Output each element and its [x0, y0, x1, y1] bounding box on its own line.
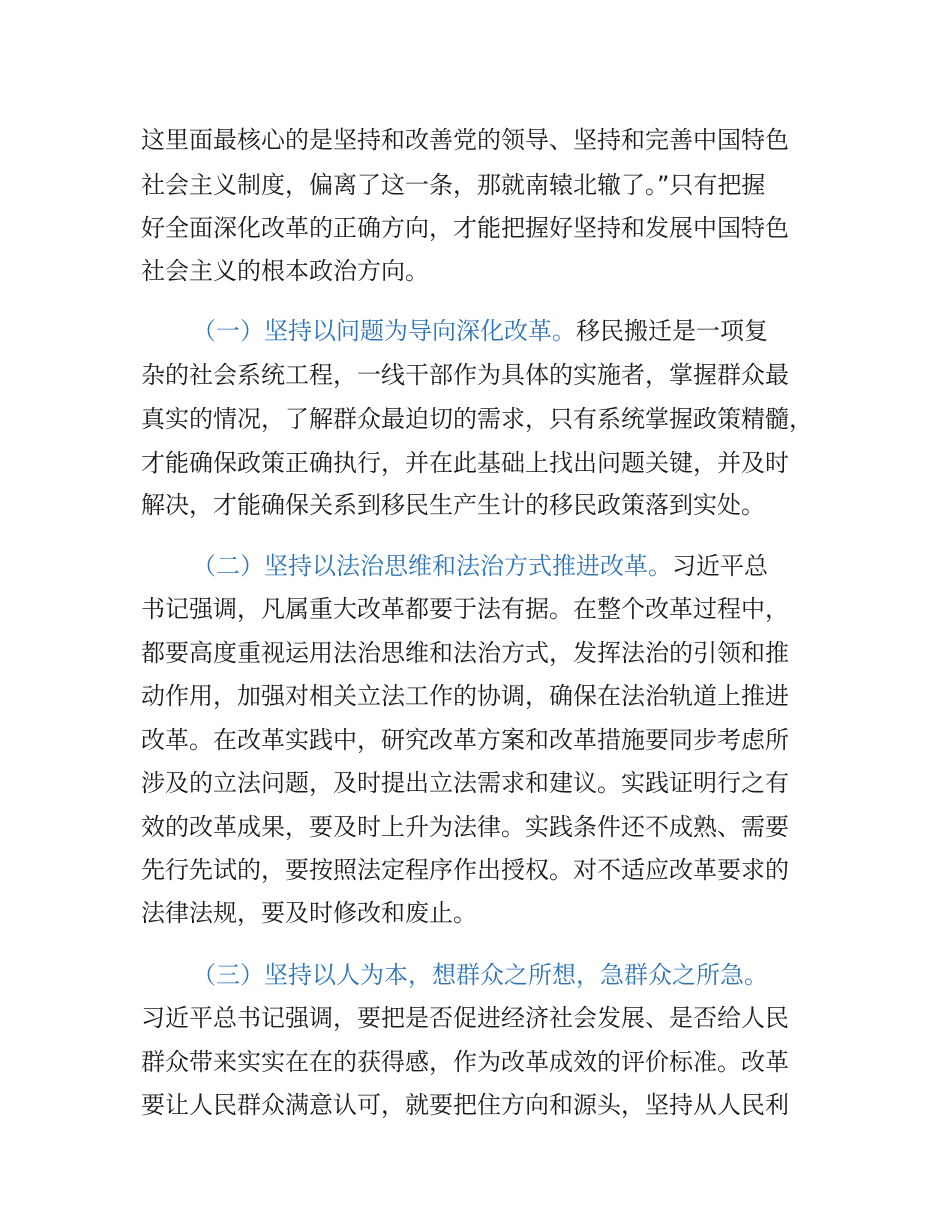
section-1-heading: （一）坚持以问题为导向深化改革。 — [192, 317, 576, 345]
section-1-first-line — [192, 316, 768, 346]
text-line: 真实的情况，了解群众最迫切的需求，只有系统掌握政策精髓， — [141, 405, 813, 433]
text-line: 才能确保政策正确执行，并在此基础上找出问题关键，并及时 — [141, 449, 789, 477]
text-line: 群众带来实实在在的获得感，作为改革成效的评价标准。改革 — [141, 1048, 789, 1076]
section-1-first-line-text: 移民搬迁是一项复 — [576, 317, 768, 345]
section-2-heading: （二）坚持以法治思维和法治方式推进改革。 — [192, 552, 672, 580]
text-line: 社会主义的根本政治方向。 — [141, 257, 429, 285]
text-line: 杂的社会系统工程，一线干部作为具体的实施者，掌握群众最 — [141, 361, 789, 389]
section-2-first-line-text: 习近平总 — [672, 552, 768, 580]
text-line: 社会主义制度，偏离了这一条，那就南辕北辙了。”只有把握 — [141, 171, 766, 199]
text-line: 这里面最核心的是坚持和改善党的领导、坚持和完善中国特色 — [141, 126, 789, 154]
text-line: 效的改革成果，要及时上升为法律。实践条件还不成熟、需要 — [141, 813, 789, 841]
section-2-first-line — [192, 551, 768, 581]
text-line: 都要高度重视运用法治思维和法治方式，发挥法治的引领和推 — [141, 639, 789, 667]
text-line: 好全面深化改革的正确方向，才能把握好坚持和发展中国特色 — [141, 214, 789, 242]
text-line: 涉及的立法问题，及时提出立法需求和建议。实践证明行之有 — [141, 769, 789, 797]
text-line: 解决，才能确保关系到移民生产生计的移民政策落到实处。 — [141, 491, 765, 519]
text-line: 书记强调，凡属重大改革都要于法有据。在整个改革过程中， — [141, 595, 789, 623]
text-line: 法律法规，要及时修改和废止。 — [141, 899, 477, 927]
text-line: 先行先试的，要按照法定程序作出授权。对不适应改革要求的 — [141, 856, 789, 884]
section-3-heading: （三）坚持以人为本，想群众之所想，急群众之所急。 — [192, 961, 768, 989]
text-line: 改革。在改革实践中，研究改革方案和改革措施要同步考虑所 — [141, 726, 789, 754]
text-line: 要让人民群众满意认可，就要把住方向和源头，坚持从人民利 — [141, 1091, 789, 1119]
text-line: 动作用，加强对相关立法工作的协调，确保在法治轨道上推进 — [141, 682, 789, 710]
text-line: 习近平总书记强调，要把是否促进经济社会发展、是否给人民 — [141, 1004, 789, 1032]
